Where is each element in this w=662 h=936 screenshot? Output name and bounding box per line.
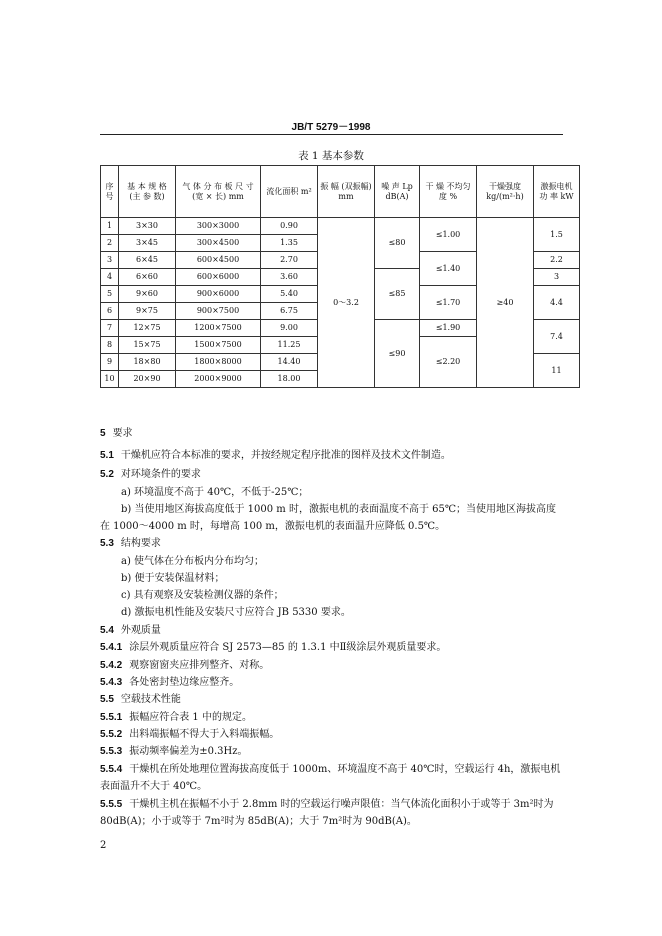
table-row [101,218,580,235]
header-amplitude: 振 幅 (双振幅) mm [318,166,375,218]
cell-spec: 9×75 [119,303,176,320]
page-number: 2 [100,840,107,851]
cell-strength: ≥40 [477,218,534,388]
cell-spec: 12×75 [119,320,176,337]
item-5-2-b: b) 当使用地区海拔高度低于 1000 m 时，激振电机的表面温度不高于 65℃；当使用地区海拔高度 [121,504,557,515]
cell-uniformity: ≤1.40 [420,252,477,286]
clause-number: 5.1 [100,450,114,461]
clause-5-4-3 [100,673,239,688]
header-uniformity: 干 燥 不均匀度 % [420,166,477,218]
cell-area: 18.00 [261,371,318,388]
cell-power: 11 [534,354,580,388]
cell-plate: 2000×9000 [176,371,261,388]
cell-seq: 1 [101,218,119,235]
cell-spec: 18×80 [119,354,176,371]
clause-5-4-2 [100,656,269,671]
page-header: JB/T 5279－1998 [291,122,371,133]
clause-number: 5.5.2 [100,729,123,740]
cell-noise: ≤85 [375,269,420,320]
clause-5-5-4 [100,760,560,775]
cell-amplitude: 0～3.2 [318,218,375,388]
header-seq: 序号 [101,166,119,218]
cell-plate: 300×4500 [176,235,261,252]
clause-text: 涂层外观质量应符合 SJ 2573—85 的 1.3.1 中Ⅱ级涂层外观质量要求。 [129,642,447,653]
cell-seq: 6 [101,303,119,320]
header-area: 流化面积 m² [261,166,318,218]
cell-area: 14.40 [261,354,318,371]
cell-spec: 6×45 [119,252,176,269]
clause-5-5-1 [100,708,252,723]
cell-power: 4.4 [534,286,580,320]
clause-number: 5.4.2 [100,660,123,671]
section-title: 要求 [112,428,133,439]
cell-spec: 20×90 [119,371,176,388]
cell-plate: 900×6000 [176,286,261,303]
cell-seq: 7 [101,320,119,337]
clause-text: 对环境条件的要求 [120,469,201,480]
cell-area: 9.00 [261,320,318,337]
clause-number: 5.5 [100,694,114,705]
clause-number: 5.5.3 [100,746,123,757]
cell-uniformity: ≤2.20 [420,337,477,388]
cell-spec: 3×30 [119,218,176,235]
clause-number: 5.2 [100,469,114,480]
clause-number: 5.5.1 [100,712,123,723]
clause-number: 5.4.1 [100,642,123,653]
cell-seq: 8 [101,337,119,354]
clause-5-1 [100,446,451,461]
cell-area: 1.35 [261,235,318,252]
cell-area: 3.60 [261,269,318,286]
clause-5-5-2 [100,725,279,740]
cell-seq: 3 [101,252,119,269]
cell-area: 2.70 [261,252,318,269]
cell-spec: 3×45 [119,235,176,252]
clause-number: 5.3 [100,538,114,549]
cell-plate: 1500×7500 [176,337,261,354]
cell-plate: 600×6000 [176,269,261,286]
clause-number: 5.5.4 [100,764,123,775]
item-5-3-b: b) 便于安装保温材料； [121,573,225,584]
item-5-2-a: a) 环境温度不高于 40℃，不低于-25℃； [121,487,309,498]
item-5-3-d: d) 激振电机性能及安装尺寸应符合 JB 5330 要求。 [121,607,351,618]
cell-seq: 2 [101,235,119,252]
basic-parameters-table [100,165,580,388]
cell-seq: 4 [101,269,119,286]
clause-number: 5.4.3 [100,677,123,688]
clause-5-5-4-continued: 表面温升不大于 40℃。 [100,781,208,792]
cell-power: 7.4 [534,320,580,354]
cell-spec: 9×60 [119,286,176,303]
section-5 [100,424,133,439]
clause-5-5 [100,690,181,705]
clause-text: 振幅应符合表 1 中的规定。 [129,712,252,723]
cell-uniformity: ≤1.90 [420,320,477,337]
clause-text: 振动频率偏差为±0.3Hz。 [129,746,248,757]
cell-area: 6.75 [261,303,318,320]
cell-seq: 9 [101,354,119,371]
header-strength: 干燥强度 kg/(m²·h) [477,166,534,218]
cell-noise: ≤90 [375,320,420,388]
clause-text: 干燥机主机在振幅不小于 2.8mm 时的空载运行噪声限值：当气体流化面积小于或等于 3m²时为 [129,799,554,810]
cell-spec: 15×75 [119,337,176,354]
cell-plate: 900×7500 [176,303,261,320]
cell-plate: 600×4500 [176,252,261,269]
cell-power: 3 [534,269,580,286]
cell-plate: 300×3000 [176,218,261,235]
clause-5-4 [100,621,161,636]
cell-area: 0.90 [261,218,318,235]
clause-number: 5.5.5 [100,799,123,810]
clause-text: 出料端振幅不得大于入料端振幅。 [129,729,280,740]
header-motor-power: 激振电机 功 率 kW [534,166,580,218]
clause-text: 各处密封垫边缘应整齐。 [129,677,240,688]
clause-5-3 [100,534,161,549]
table-header-row [101,166,580,218]
clause-number: 5.4 [100,625,114,636]
clause-text: 观察窗窗夹应排列整齐、对称。 [129,660,270,671]
header-dist-plate: 气 体 分 布 板 尺 寸 (宽 × 长) mm [176,166,261,218]
clause-text: 外观质量 [120,625,161,636]
clause-5-4-1 [100,638,446,653]
cell-area: 5.40 [261,286,318,303]
clause-5-5-5 [100,795,554,810]
item-5-2-b-continued: 在 1000～4000 m 时，每增高 100 m，激振电机的表面温升应降低 0.5℃。 [100,521,446,532]
header-spec: 基 本 规 格 (主 参 数) [119,166,176,218]
cell-plate: 1800×8000 [176,354,261,371]
item-5-3-c: c) 具有观察及安装检测仪器的条件； [121,590,284,601]
clause-text: 干燥机应符合本标准的要求，并按经规定程序批准的图样及技术文件制造。 [120,450,451,461]
cell-spec: 6×60 [119,269,176,286]
item-5-3-a: a) 使气体在分布板内分布均匀； [121,556,265,567]
cell-power: 1.5 [534,218,580,252]
cell-seq: 10 [101,371,119,388]
header-rule [100,134,563,135]
clause-text: 空载技术性能 [120,694,181,705]
cell-area: 11.25 [261,337,318,354]
header-noise: 噪 声 Lp dB(A) [375,166,420,218]
cell-uniformity: ≤1.00 [420,218,477,252]
clause-5-5-3 [100,742,248,757]
clause-text: 干燥机在所处地理位置海拔高度低于 1000m、环境温度不高于 40℃时，空载运行 4h，激振电机 [129,764,561,775]
table-caption: 表 1 基本参数 [298,150,364,162]
clause-5-5-5-continued: 80dB(A)；小于或等于 7m²时为 85dB(A)；大于 7m²时为 90dB(A)。 [100,816,417,827]
cell-power: 2.2 [534,252,580,269]
cell-uniformity: ≤1.70 [420,286,477,320]
cell-plate: 1200×7500 [176,320,261,337]
cell-noise: ≤80 [375,218,420,269]
cell-seq: 5 [101,286,119,303]
clause-text: 结构要求 [120,538,161,549]
clause-5-2 [100,465,201,480]
section-number: 5 [100,428,106,439]
